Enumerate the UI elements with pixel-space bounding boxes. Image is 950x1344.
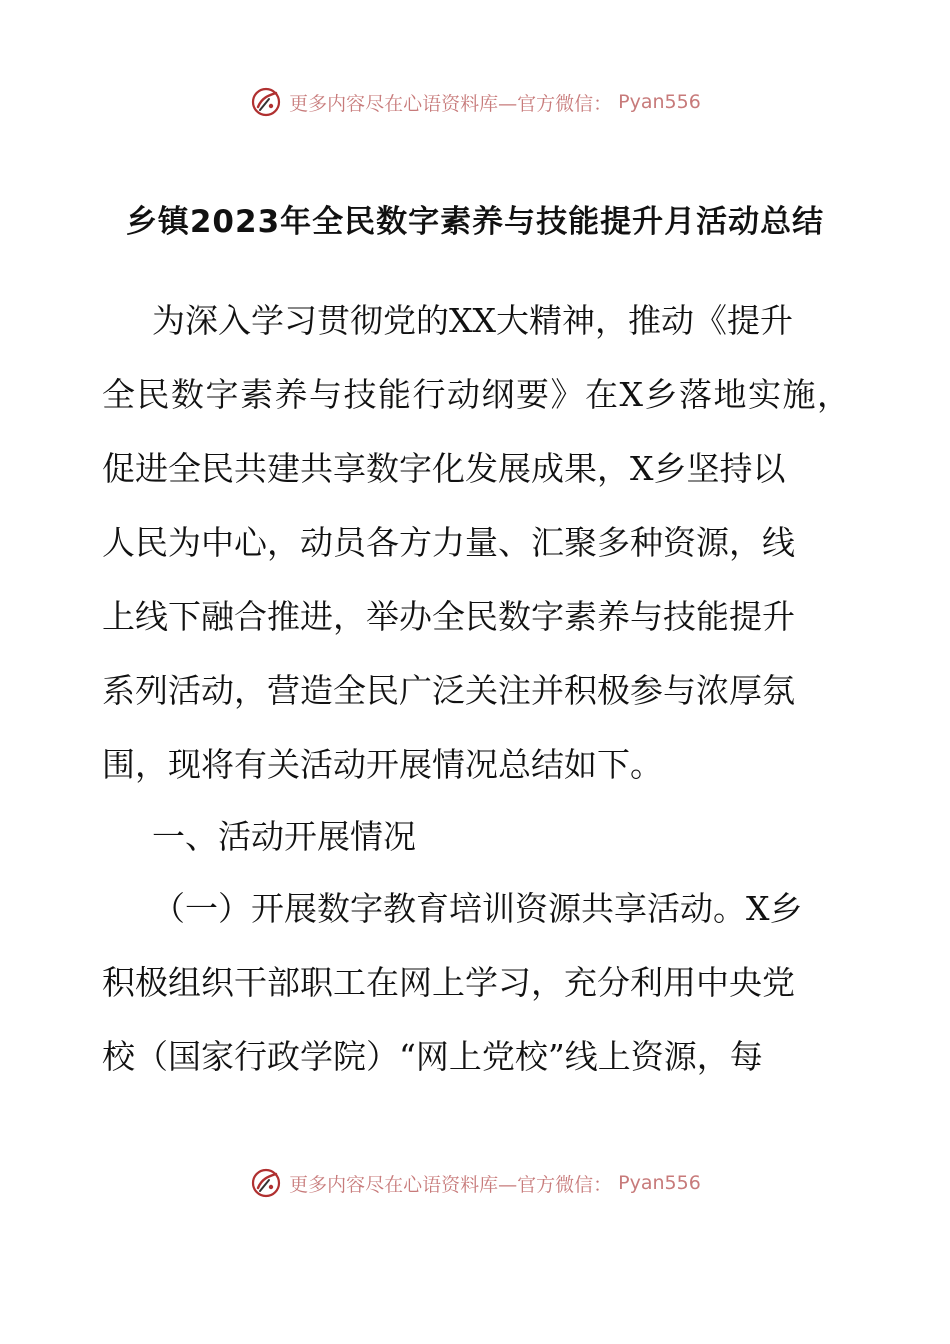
paragraph-line: 上线下融合推进，举办全民数字素养与技能提升 xyxy=(102,597,795,636)
paragraph-line: 校（国家行政学院）“网上党校”线上资源，每 xyxy=(102,1037,763,1076)
paragraph-line: 为深入学习贯彻党的XX大精神，推动《提升 xyxy=(152,301,793,340)
paragraph-line: 全民数字素养与技能行动纲要》在X乡落地实施， xyxy=(102,375,850,414)
watermark-wechat-id: Pyan556 xyxy=(618,1172,701,1194)
paragraph-line: 积极组织干部职工在网上学习，充分利用中央党 xyxy=(102,963,795,1002)
paragraph-line: 围，现将有关活动开展情况总结如下。 xyxy=(102,745,663,784)
watermark-text: 更多内容尽在心语资料库—官方微信： xyxy=(289,92,613,115)
watermark-logo-icon xyxy=(249,1166,283,1200)
paragraph-line: 促进全民共建共享数字化发展成果，X乡坚持以 xyxy=(102,449,786,488)
section-heading: 一、活动开展情况 xyxy=(152,817,416,856)
paragraph-line: 系列活动，营造全民广泛关注并积极参与浓厚氛 xyxy=(102,671,795,710)
watermark-wechat-id: Pyan556 xyxy=(618,91,701,113)
document-title: 乡镇2023年全民数字素养与技能提升月活动总结 xyxy=(125,204,825,240)
footer-watermark xyxy=(0,1163,950,1203)
paragraph-line: 人民为中心，动员各方力量、汇聚多种资源，线 xyxy=(102,523,795,562)
subsection-heading: （一）开展数字教育培训资源共享活动。X乡 xyxy=(152,889,803,928)
watermark-text: 更多内容尽在心语资料库—官方微信： xyxy=(289,1173,613,1196)
document-body xyxy=(102,0,862,1344)
